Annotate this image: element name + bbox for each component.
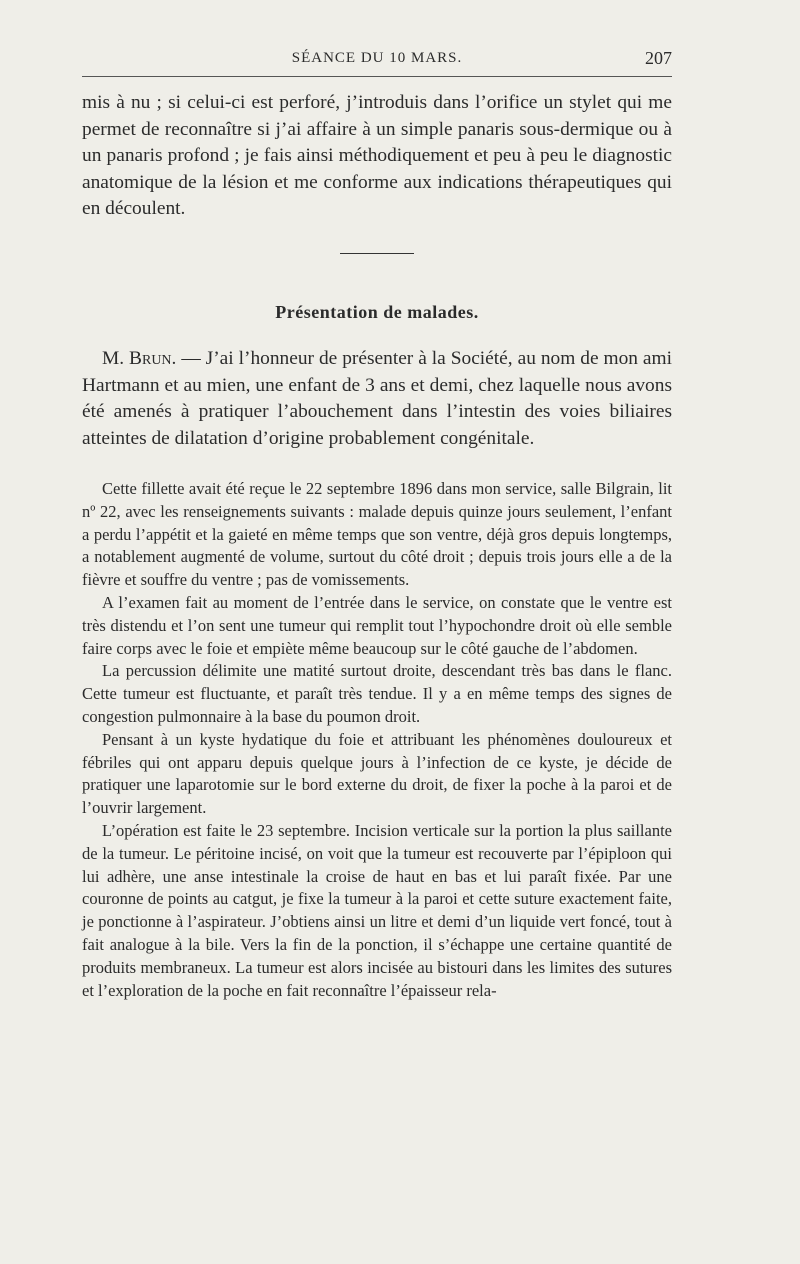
case-paragraph: Cette fillette avait été reçue le 22 septembre 1896 dans mon service, salle Bilgrain, lit nº 22, avec les renseignements suivants : malade depuis quinze jours seulement, l’enfant a perdu l’appétit et la gaieté en même temps que son ventre, déjà gros depuis longtemps, a notablement augmenté de volume, surtout du côté droit ; depuis trois jours elle a de la fièvre et souffre du ventre ; pas de vomissements.	[82, 479, 672, 590]
section-heading: Présentation de malades.	[275, 302, 479, 322]
intro-block	[82, 90, 672, 223]
speaker-prefix: M.	[102, 348, 130, 369]
section-separator	[340, 253, 414, 254]
intro-paragraph: mis à nu ; si celui-ci est perforé, j’introduis dans l’orifice un stylet qui me permet de reconnaître si j’ai affaire à un simple panaris sous-dermique ou à un panaris profond ; je fais ainsi méthodiquement et peu à peu le diagnostic anatomique de la lésion et me conforme aux indications thérapeutiques qui en découlent.	[82, 92, 672, 219]
case-report	[82, 478, 672, 1002]
case-paragraph: La percussion délimite une matité surtout droite, descendant très bas dans le flanc. Cette tumeur est fluctuante, et paraît très tendue. Il y a en même temps des signes de congestion pulmonnaire à la base du poumon droit.	[82, 661, 672, 726]
case-paragraph: Pensant à un kyste hydatique du foie et attribuant les phénomènes douloureux et fébriles qui ont apparu depuis quelque jours à l’infection de ce kyste, je décide de pratiquer une laparotomie sur le bord externe du droit, de fixer la poche à la paroi et de l’ouvrir largement.	[82, 729, 672, 818]
speaker-block	[82, 346, 672, 452]
running-header	[82, 46, 672, 72]
header-rule	[82, 76, 672, 77]
speaker-name: Brun	[129, 348, 172, 369]
speaker-paragraph	[82, 346, 672, 452]
header-title: SÉANCE DU 10 MARS.	[291, 50, 463, 66]
speaker-text: . — J’ai l’honneur de présenter à la Société, au nom de mon ami Hartmann et au mien, une enfant de 3 ans et demi, chez laquelle nous avons été amenés à pratiquer l’abouchement dans l’intestin des voies biliaires atteintes de dilatation d’origine probablement congénitale.	[82, 348, 673, 449]
page-number: 207	[645, 48, 672, 68]
case-paragraph: L’opération est faite le 23 septembre. Incision verticale sur la portion la plus saillante de la tumeur. Le péritoine incisé, on voit que la tumeur est recouverte par l’épiploon qui lui adhère, une anse intestinale la croise de haut en bas et lui paraît fixée. Par une couronne de points au catgut, je fixe la tumeur à la paroi et cette suture exactement faite, je ponctionne à l’aspirateur. J’obtiens ainsi un litre et demi d’un liquide vert foncé, tout à fait analogue à la bile. Vers la fin de la ponction, il s’échappe une certaine quantité de produits membraneux. La tumeur est alors incisée au bistouri dans les limites des sutures et l’exploration de la poche en fait reconnaître l’épaisseur rela-	[82, 820, 672, 1000]
case-paragraph: A l’examen fait au moment de l’entrée dans le service, on constate que le ventre est très distendu et l’on sent une tumeur qui remplit tout l’hypochondre droit où elle semble faire corps avec le foie et empiète même beaucoup sur le côté gauche de l’abdomen.	[82, 592, 672, 658]
